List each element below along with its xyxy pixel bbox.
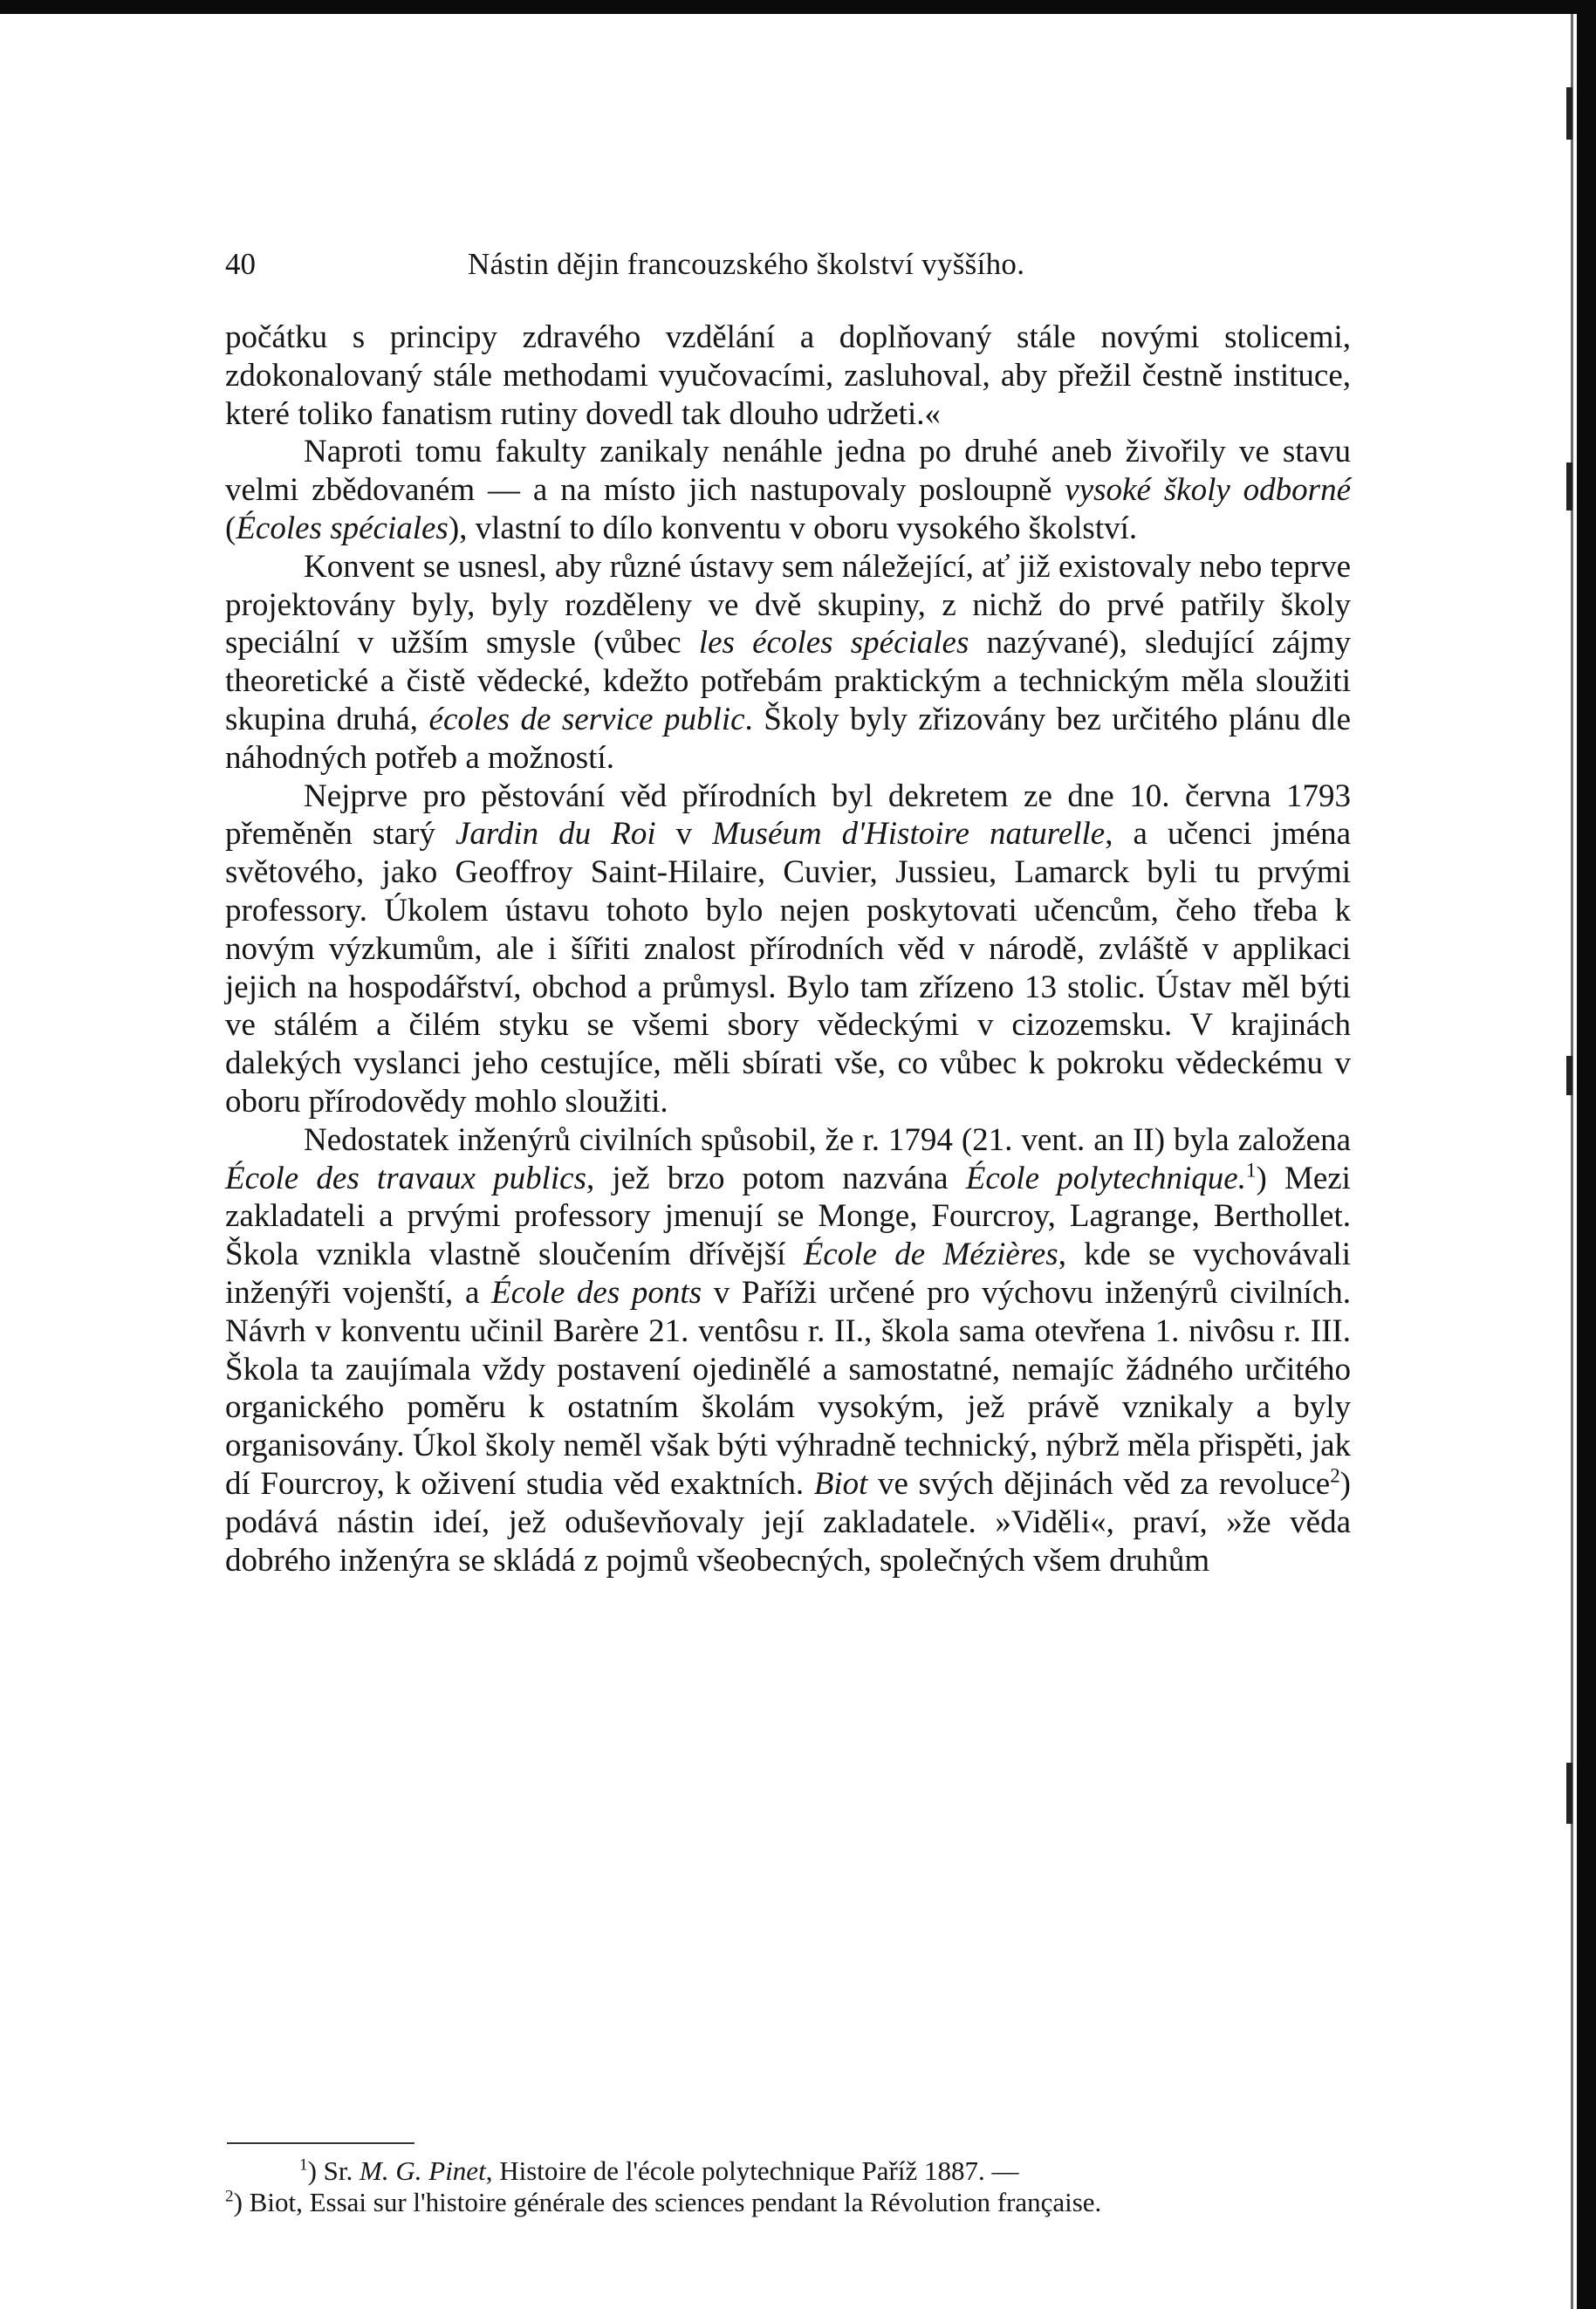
- body-text: [225, 319, 1351, 1579]
- footnote: $^1$) Sr. M. G. Pinet, Histoire de l'école polytechnique Paříž 1887. —: [299, 2155, 1019, 2186]
- edge-mark: [1566, 1763, 1572, 1824]
- footnote-ref[interactable]: 1: [1245, 1159, 1257, 1182]
- edge-mark: [1566, 1056, 1572, 1095]
- scan-border-top: [0, 0, 1596, 14]
- running-title: Nástin dějin francouzského školství vyššího.: [468, 247, 1025, 281]
- footnotes: [225, 2155, 1351, 2218]
- footnote-divider: [227, 2142, 414, 2144]
- footnote: $^2$) Biot, Essai sur l'histoire générale des sciences pendant la Révolution française.: [225, 2187, 1102, 2217]
- paragraph: Nedostatek inženýrů civilních spůsobil, že r. 1794 (21. vent. an II) byla založena École des travaux publics, jež brzo potom nazvána École polytechnique.$^1$) Mezi zakladateli a prvými professory jmenují se Monge, Fourcroy, Lagrange, Berthollet. Škola vznikla vlastně sloučením dřívější École de Mézières, kde se vychovávali inženýři vojenští, a École des ponts v Paříži určené pro výchovu inženýrů civilních. Návrh v konventu učinil Barère 21. ventôsu r. II., škola sama otevřena 1. nivôsu r. III. Škola ta zaujímala vždy postavení ojedinělé a samostatné, nemajíc žádného určitého organického poměru k ostatním školám vysokým, jež právě vznikaly a byly organisovány. Úkol školy neměl však býti výhradně technický, nýbrž měla přispěti, jak dí Fourcroy, k oživení studia věd exaktních. Biot ve svých dějinách věd za revoluce$^2$) podává nástin ideí, jež oduševňovaly její zakladatele. »Viděli«, praví, »že věda dobrého inženýra se skládá z pojmů všeobecných, společných všem druhům: [225, 1121, 1352, 1579]
- scan-border-right: [1577, 0, 1596, 2309]
- paragraph: Naproti tomu fakulty zanikaly nenáhle jedna po druhé aneb živořily ve stavu velmi zbědovaném — a na místo jich nastupovaly posloupně vysoké školy odborné (Écoles spéciales), vlastní to dílo konventu v oboru vysokého školství.: [225, 434, 1352, 546]
- edge-mark: [1566, 87, 1572, 140]
- paragraph: Nejprve pro pěstování věd přírodních byl dekretem ze dne 10. června 1793 přeměněn starý Jardin du Roi v Muséum d'Histoire naturelle, a učenci jména světového, jako Geoffroy Saint-Hilaire, Cuvier, Jussieu, Lamarck byli tu prvými professory. Úkolem ústavu tohoto bylo nejen poskytovati učencům, čeho třeba k novým výzkumům, ale i šířiti znalost přírodních věd v národě, zvláště v applikaci jejich na hospodářství, obchod a průmysl. Bylo tam zřízeno 13 stolic. Ústav měl býti ve stálém a čilém styku se všemi sbory vědeckými v cizozemsku. V krajinách dalekých vyslanci jeho cestujíce, měli sbírati vše, co vůbec k pokroku vědeckému v oboru přírodovědy mohlo sloužiti.: [225, 778, 1352, 1120]
- page-edge: [1571, 14, 1573, 2309]
- page-number: 40: [225, 247, 256, 281]
- footnote-ref[interactable]: 2: [1330, 1464, 1340, 1487]
- page-header: [225, 243, 1351, 286]
- paragraph: počátku s principy zdravého vzdělání a doplňovaný stále novými stolicemi, zdokonalovaný stále methodami vyučovacími, zasluhoval, aby přežil čestně instituce, které toliko fanatism rutiny dovedl tak dlouho udržeti.«: [225, 319, 1351, 432]
- paragraph: Konvent se usnesl, aby různé ústavy sem náležející, ať již existovaly nebo teprve projektovány byly, byly rozděleny ve dvě skupiny, z nichž do prvé patřily školy speciální v užším smysle (vůbec les écoles spéciales nazývané), sledující zájmy theoretické a čistě vědecké, kdežto potřebám praktickým a technickým měla sloužiti skupina druhá, écoles de service public. Školy byly zřizovány bez určitého plánu dle náhodných potřeb a možností.: [225, 548, 1351, 776]
- edge-mark: [1566, 462, 1572, 510]
